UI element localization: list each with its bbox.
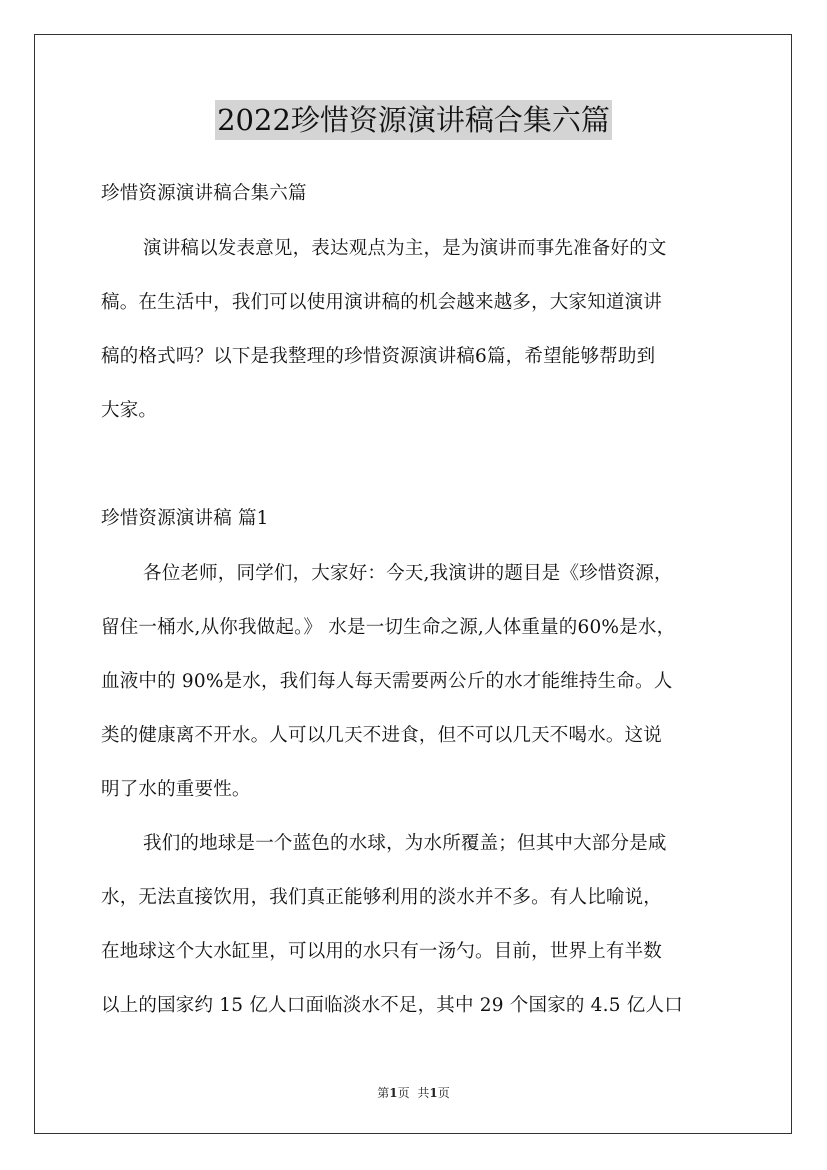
- paragraph-line: 以上的国家约 15 亿人口面临淡水不足，其中 29 个国家的 4.5 亿人口: [101, 995, 683, 1016]
- intro-line: 稿的格式吗？以下是我整理的珍惜资源演讲稿6篇，希望能够帮助到: [101, 346, 656, 367]
- paragraph-line: 明了水的重要性。: [101, 779, 251, 800]
- paragraph-line: 我们的地球是一个蓝色的水球，为水所覆盖；但其中大部分是咸: [143, 833, 667, 854]
- intro-line: 演讲稿以发表意见，表达观点为主，是为演讲而事先准备好的文: [143, 238, 667, 259]
- paragraph-line: 在地球这个大水缸里，可以用的水只有一汤勺。目前，世界上有半数: [101, 941, 663, 962]
- paragraph-line: 类的健康离不开水。人可以几天不进食，但不可以几天不喝水。这说: [101, 725, 663, 746]
- page-footer: [0, 1084, 827, 1101]
- intro-line: 稿。在生活中，我们可以使用演讲稿的机会越来越多，大家知道演讲: [101, 292, 663, 313]
- paragraph-line: 水，无法直接饮用，我们真正能够利用的淡水并不多。有人比喻说，: [101, 887, 663, 908]
- total-suffix: 页: [437, 1086, 450, 1100]
- total-pages: 1: [429, 1086, 438, 1100]
- paragraph-line: 留住一桶水,从你我做起。》 水是一切生命之源,人体重量的60%是水，: [101, 617, 676, 638]
- document-title: [0, 100, 827, 140]
- page-number: 1: [389, 1086, 398, 1100]
- page-prefix: 第: [377, 1086, 390, 1100]
- paragraph-line: 各位老师，同学们，大家好：今天,我演讲的题目是《珍惜资源，: [143, 563, 673, 584]
- document-title-text: 2022珍惜资源演讲稿合集六篇: [215, 100, 612, 140]
- document-subtitle: 珍惜资源演讲稿合集六篇: [101, 183, 307, 204]
- section-heading: 珍惜资源演讲稿 篇1: [101, 508, 269, 529]
- intro-line: 大家。: [101, 400, 158, 421]
- page-suffix: 页: [397, 1086, 410, 1100]
- paragraph-line: 血液中的 90%是水，我们每人每天需要两公斤的水才能维持生命。人: [101, 671, 673, 692]
- total-prefix: 共: [417, 1086, 430, 1100]
